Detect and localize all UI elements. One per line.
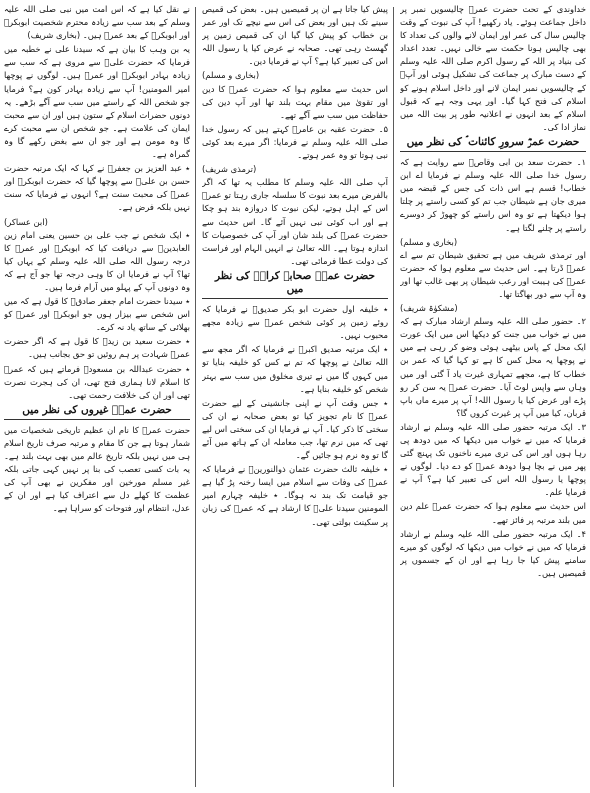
citation: (ابن عساکر) xyxy=(4,216,48,227)
paragraph: ٭ سیدنا حضرت امام جعفر صادقؒ کا قول ہے کہ میں اس شخص سے بیزار ہوں جو ابوبکرؓ اور عمرؓ کو بھلائی کے ساتھ یاد نہ کرے۔ xyxy=(4,296,190,333)
section-heading xyxy=(202,270,388,299)
paragraph: آپ صلی اللہ علیہ وسلم کا مطلب یہ تھا کہ اگر بالفرض میرے بعد نبوت کا سلسلہ جاری رہتا تو عمرؓ اس کے اہل ہوتے، لیکن نبوت کا دروازہ بند ہو چکا ہے اور اب کوئی نبی نہیں آئے گا۔ اس حدیث سے حضرت عمرؓ کی بلند شان اور آپ کی خصوصیات کا اندازہ ہوتا ہے۔ اللہ تعالیٰ نے انہیں الہام اور فراست کی دولت عطا فرمائی تھی۔ xyxy=(202,177,388,266)
paragraph: ٭ ایک مرتبہ صدیق اکبرؓ نے فرمایا کہ اگر مجھ سے اللہ تعالیٰ نے پوچھا کہ تم نے کس کو خلیفہ بنایا تو میں کہوں گا میں نے تیری مخلوق میں سب سے بہتر شخص کو خلیفہ بنایا ہے۔ xyxy=(202,344,388,394)
section-heading-text: حضرت عمرؓ سرورِ کائنات ؐ کی نظر میں xyxy=(406,135,580,148)
section-heading xyxy=(4,404,190,420)
paragraph: نے نقل کیا ہے کہ اس امت میں نبی صلی اللہ علیہ وسلم کے بعد سب سے زیادہ محترم شخصیت ابوبکرؓ اور ابوبکرؓ کے بعد عمرؓ ہیں۔ (بخاری شریف) xyxy=(4,4,190,41)
section-heading-text: حضرت عمرؓ غیروں کی نظر میں xyxy=(22,403,172,416)
citation: (بخاری و مسلم) xyxy=(400,236,458,247)
paragraph: حضرت عمرؓ کا نام ان عظیم تاریخی شخصیات میں شمار ہوتا ہے جن کا مقام و مرتبہ صرف تاریخ اسلام ہی میں نہیں بلکہ تاریخ عالم میں بھی بہت بلند ہے۔ یہ بات کسی تعصب کی بنا پر نہیں کہی جاتی بلکہ غیر مسلم مورخین اور مفکرین نے بھی آپ کی عظمت کا کھلے دل سے اعتراف کیا ہے اور ان کے عدل، انتظام اور فتوحات کو سراہا ہے۔ xyxy=(4,424,190,514)
paragraph: ۳۔ ایک مرتبہ حضور صلی اللہ علیہ وسلم نے ارشاد فرمایا کہ میں نے خواب میں دیکھا کہ میں دودھ پی رہا ہوں اور اس کی تری میرے ناخنوں تک پہنچ گئی پھر میں نے بچا ہوا دودھ عمرؓ کو دے دیا۔ لوگوں نے پوچھا یا رسول اللہ اس کی تعبیر کیا ہے؟ آپ نے فرمایا علم۔ xyxy=(400,421,586,498)
paragraph: ۵۔ حضرت عقبہ بن عامرؓ کہتے ہیں کہ رسول خدا صلی اللہ علیہ وسلم نے فرمایا: اگر میرے بعد کوئی نبی ہوتا تو وہ عمر ہوتے۔ xyxy=(202,123,388,161)
paragraph: ٭ خلیفہ ثالث حضرت عثمان ذوالنورینؓ نے فرمایا کہ عمرؓ کی وفات سے اسلام میں ایسا رخنہ پڑ گیا ہے جو قیامت تک بند نہ ہوگا۔ ٭ خلیفہ چہارم امیر المومنین سیدنا علیؓ کا ارشاد ہے کہ عمرؓ کی زبان پر سکینت بولتی تھی۔ xyxy=(202,464,388,527)
column-middle xyxy=(202,3,388,790)
paragraph: اور ترمذی شریف میں ہے تحقیق شیطان تم سے اے عمرؓ ڈرتا ہے۔ اس حدیث سے معلوم ہوا کہ حضرت عمرؓ کی ہیبت اور رعب شیطان پر بھی غالب تھا اور وہ آپ سے دور بھاگتا تھا۔ xyxy=(400,249,586,299)
section-heading-text: حضرت عمرؓ صحابہ کرامؓ کی نظر میں xyxy=(215,269,375,295)
column-divider-right xyxy=(393,7,394,787)
newspaper-page xyxy=(4,3,586,790)
column-right xyxy=(400,3,586,790)
paragraph: پیش کیا جاتا ہے ان پر قمیصیں ہیں۔ بعض کی قمیص سینے تک ہیں اور بعض کی اس سے نیچے تک اور عمر بن خطاب کو پیش کیا گیا ان کی قمیص زمین پر گھسٹ رہی تھی۔ صحابہ نے عرض کیا یا رسول اللہ اس کی تعبیر کیا ہے؟ آپ نے فرمایا دین۔ xyxy=(202,4,388,67)
paragraph: ٭ عبد العزیز بن جعفرؒ نے کہا کہ ایک مرتبہ حضرت حسن بن علیؓ سے پوچھا گیا کہ حضرت ابوبکرؓ اور عمرؓ کی محبت سنت ہے؟ انہوں نے فرمایا کہ سنت نہیں بلکہ فرض ہے۔ xyxy=(4,163,190,213)
paragraph: ٭ حضرت عبداللہ بن مسعودؓ فرماتے ہیں کہ عمرؓ کا اسلام لانا ہماری فتح تھی، ان کی ہجرت نصرت تھی اور ان کی خلافت رحمت تھی۔ xyxy=(4,363,190,400)
paragraph: خداوندی کے تحت حضرت عمرؓ چالیسویں نمبر پر داخل جماعت ہوئے۔ یاد رکھیے! آپ کی نبوت کے وقت چالیس سال کی عمر اور ایمان لانے والوں کی تعداد کا بھی چالیس ہونا حکمت سے خالی نہیں۔ تعدد اعداد کی بنیاد پر اللہ کے رسول اکرم صلی اللہ علیہ وسلم کے دست مبارک پر جماعت کی تشکیل ہوئی اور آپؐ کے چالیسویں نمبر ایمان لانے اور داخل اسلام ہونے کو اسلام کی فتح کہا گیا۔ اور یہی وجہ ہے کہ قبول اسلام کے بعد انہوں نے اعلانیہ طور پر بیت اللہ میں نماز ادا کی۔ xyxy=(400,4,586,132)
column-left xyxy=(4,3,190,790)
column-divider-left xyxy=(195,7,196,787)
section-heading xyxy=(400,136,586,152)
citation: (مشکوٰۃ شریف) xyxy=(400,303,458,314)
paragraph: یہ بن وہب کا بیان ہے کہ سیدنا علی نے خطبہ میں فرمایا کہ حضرت علیؓ سے مروی ہے کہ سب سے زیادہ بہادر ابوبکرؓ اور عمرؓ ہیں۔ لوگوں نے پوچھا امیر المومنین! آپ سے زیادہ بہادر کون ہے؟ فرمایا جو شخص اللہ کے راستے میں سب سے آگے بڑھے۔ یہ دونوں حضرات اسلام کے ستون ہیں اور ان سے محبت ایمان کی علامت ہے۔ جو شخص ان سے محبت کرے گا وہ مومن ہے اور جو ان سے بغض رکھے گا وہ گمراہ ہے۔ xyxy=(4,44,190,160)
paragraph: ٭ جس وقت آپ نے اپنی جانشینی کے لیے حضرت عمرؓ کا نام تجویز کیا تو بعض صحابہ نے ان کی سختی کا ذکر کیا۔ آپ نے فرمایا ان کی سختی اس لیے تھی کہ میں نرم تھا، جب معاملہ ان کے ہاتھ میں آئے گا تو وہ نرم ہو جائیں گے۔ xyxy=(202,397,388,461)
paragraph: ٭ حضرت سعید بن زیدؓ کا قول ہے کہ اگر حضرت عمرؓ شہادت پر ہم روئیں تو حق بجانب ہیں۔ xyxy=(4,336,190,360)
citation: (ترمذی شریف) xyxy=(202,164,257,175)
paragraph: ۱۔ حضرت سعد بن ابی وقاصؓ سے روایت ہے کہ رسول خدا صلی اللہ علیہ وسلم نے فرمایا اے ابن خطاب! قسم ہے اس ذات کی جس کے قبضہ میں میری جان ہے شیطان جب تم کو کسی راستے پر چلتا ہوا دیکھتا ہے تو وہ اس راستے کو چھوڑ کر دوسرے راستے پر چلنے لگتا ہے۔ xyxy=(400,157,586,233)
paragraph: ۴۔ ایک مرتبہ حضور صلی اللہ علیہ وسلم نے ارشاد فرمایا کہ میں نے خواب میں دیکھا کہ لوگوں کو میرے سامنے پیش کیا جا رہا ہے اور ان کے جسموں پر قمیصیں ہیں۔ xyxy=(400,528,586,578)
paragraph: اس حدیث سے معلوم ہوا کہ حضرت عمرؓ کا دین اور تقویٰ میں مقام بہت بلند تھا اور آپ دین کی حفاظت میں سب سے آگے تھے۔ xyxy=(202,83,388,120)
citation: (بخاری و مسلم) xyxy=(202,70,260,81)
paragraph: ٭ ایک شخص نے جب علی بن حسین یعنی امام زین العابدینؒ سے دریافت کیا کہ ابوبکرؓ اور عمرؓ کا درجہ رسول اللہ صلی اللہ علیہ وسلم کے یہاں کیا تھا؟ آپ نے فرمایا ان کا وہی درجہ تھا جو آج ہے کہ وہ دونوں آپ کے پہلو میں آرام فرما ہیں۔ xyxy=(4,229,190,292)
paragraph: اس حدیث سے معلوم ہوا کہ حضرت عمرؓ علم دین میں بلند مرتبہ پر فائز تھے۔ xyxy=(400,501,586,525)
paragraph: ٭ خلیفہ اول حضرت ابو بکر صدیقؓ نے فرمایا کہ روئے زمین پر کوئی شخص عمرؓ سے زیادہ مجھے محبوب نہیں۔ xyxy=(202,304,388,341)
paragraph: ۲۔ حضور صلی اللہ علیہ وسلم ارشاد مبارک ہے کہ میں نے خواب میں جنت کو دیکھا اس میں ایک عورت ایک محل کے پاس بیٹھی ہوئی وضو کر رہی ہے میں نے پوچھا یہ محل کس کا ہے تو کہا گیا کہ عمر بن خطاب کا ہے، مجھے تمہاری غیرت یاد آ گئی اور میں وہاں سے واپس لوٹ آیا۔ حضرت عمرؓ یہ سن کر رو پڑے اور عرض کیا یا رسول اللہ! آپ پر میرے ماں باپ قربان، کیا میں آپ پر غیرت کروں گا؟ xyxy=(400,316,586,418)
